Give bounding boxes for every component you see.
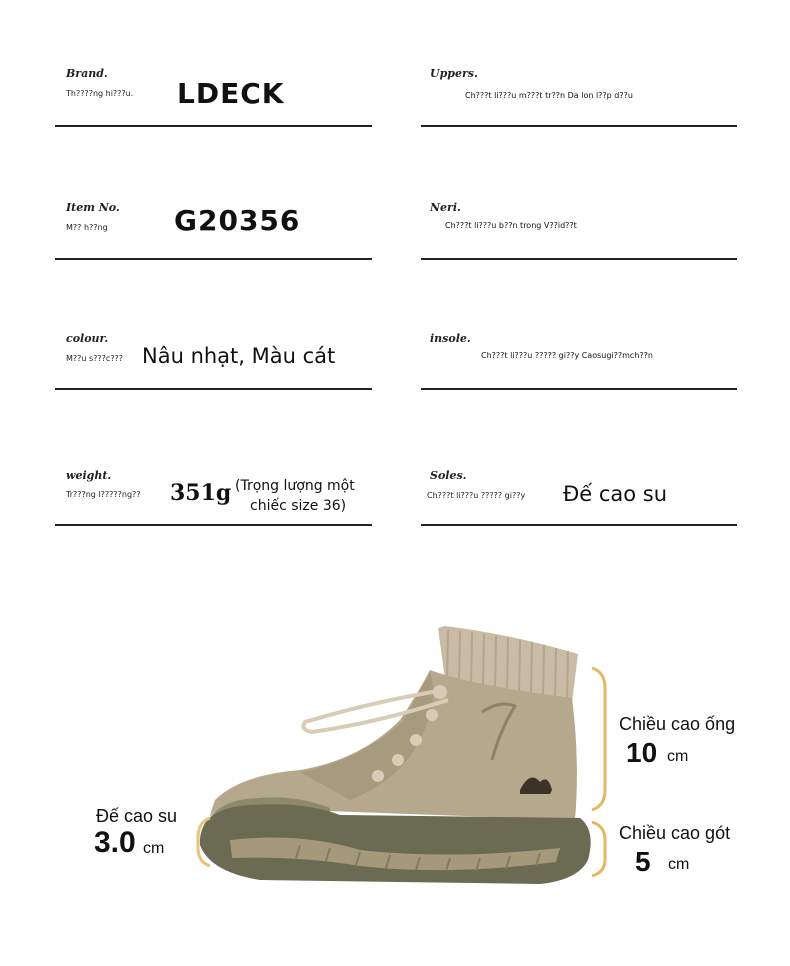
brand-label-vn: Th????ng hi???u. xyxy=(66,89,134,98)
weight-value: 351g xyxy=(170,480,232,506)
insole-value: Ch???t li???u ????? gi??y Caosugi??mch??n xyxy=(481,351,653,360)
item-label-en: Item No. xyxy=(66,201,120,214)
heel-bracket xyxy=(592,822,605,876)
uppers-label-en: Uppers. xyxy=(430,67,478,80)
brand-label-en: Brand. xyxy=(66,67,108,80)
insole-label-en: insole. xyxy=(430,332,471,345)
shaft-height-unit: cm xyxy=(667,748,689,765)
weight-label-vn: Tr???ng l?????ng?? xyxy=(66,490,141,499)
shaft-height-label: Chiều cao ống xyxy=(619,714,736,734)
soles-label-en: Soles. xyxy=(430,469,467,482)
heel-height-value: 5 xyxy=(635,846,651,877)
sole-height-label: Đế cao su xyxy=(96,806,178,826)
shaft-height-value: 10 xyxy=(626,737,658,768)
shaft-bracket xyxy=(592,668,605,810)
colour-value: Nâu nhạt, Màu cát xyxy=(142,344,336,368)
colour-label-en: colour. xyxy=(66,332,109,345)
item-value: G20356 xyxy=(174,204,301,237)
heel-height-label: Chiều cao gót xyxy=(619,823,731,843)
sole-height-unit: cm xyxy=(143,840,165,857)
weight-note-line2: chiếc size 36) xyxy=(250,498,347,514)
brand-value: LDECK xyxy=(177,77,285,110)
neri-label-en: Neri. xyxy=(430,201,461,214)
weight-label-en: weight. xyxy=(66,469,112,482)
sole-height-value: 3.0 xyxy=(94,826,136,859)
neri-value: Ch???t li???u b??n trong V??id??t xyxy=(445,221,577,230)
soles-label-vn: Ch???t li???u ????? gi??y xyxy=(427,491,526,500)
weight-note-line1: (Trọng lượng một xyxy=(235,478,355,494)
colour-label-vn: M??u s???c??? xyxy=(66,354,124,363)
uppers-value: Ch???t li???u m???t tr??n Da lon l??p d??u xyxy=(465,91,633,100)
item-label-vn: M?? h??ng xyxy=(66,223,108,232)
heel-height-unit: cm xyxy=(668,856,690,873)
soles-value: Đế cao su xyxy=(563,482,668,506)
